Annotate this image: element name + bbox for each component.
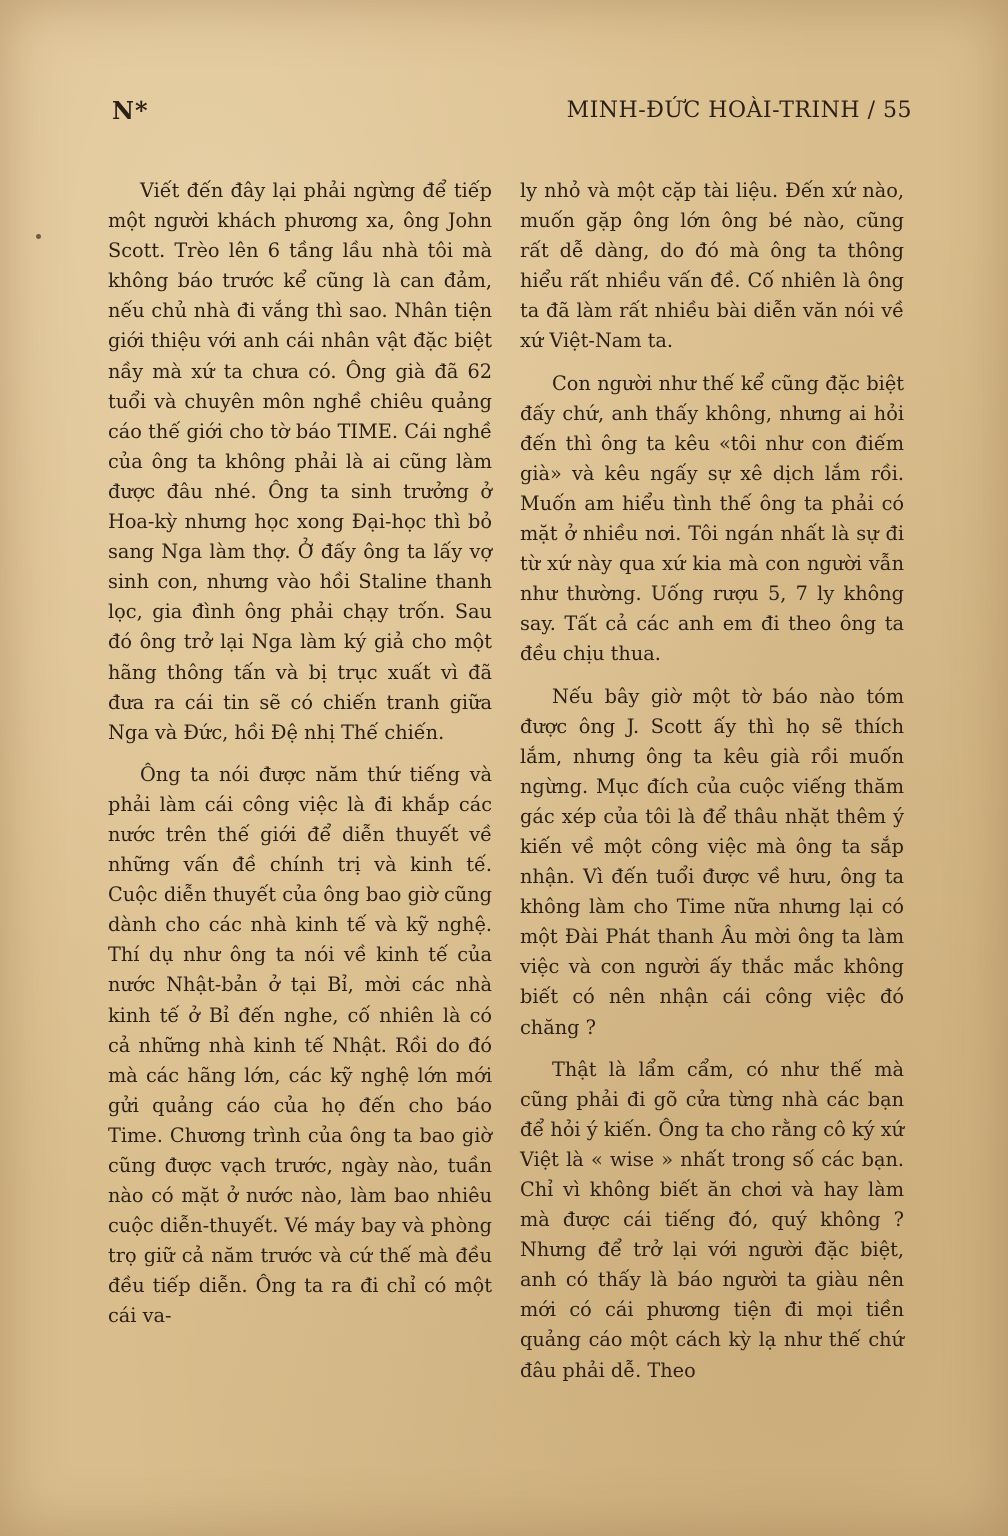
paragraph-continued: ly nhỏ và một cặp tài liệu. Đến xứ nào, muốn gặp ông lớn ông bé nào, cũng rất dễ dàng, do đó mà ông ta thông hiểu rất nhiều vấn đề. Cố nhiên là ông ta đã làm rất nhiều bài diễn văn nói về xứ Việt-Nam ta. [520, 179, 904, 353]
left-column [108, 176, 492, 1332]
running-header: MINH-ĐỨC HOÀI-TRINH / 55 [566, 98, 912, 123]
paragraph: Nếu bây giờ một tờ báo nào tóm được ông J. Scott ấy thì họ sẽ thích lắm, nhưng ông ta kêu già rồi muốn ngừng. Mục đích của cuộc viếng thăm gác xép của tôi là để thâu nhặt thêm ý kiến về một công việc mà ông ta sắp nhận. Vì đến tuổi được về hưu, ông ta không làm cho Time nữa nhưng lại có một Đài Phát thanh Âu mời ông ta làm việc và con người ấy thắc mắc không biết có nên nhận cái công việc đó chăng ? [520, 684, 904, 1039]
paragraph: Thật là lẩm cẩm, có như thế mà cũng phải đi gõ cửa từng nhà các bạn để hỏi ý kiến. Ông ta cho rằng cô ký xứ Việt là « wise » nhất trong số các bạn. Chỉ vì không biết ăn chơi và hay làm mà được cái tiếng đó, quý không ? Nhưng để trở lại với người đặc biệt, anh có thấy là báo người ta giàu nên mới có cái phương tiện đi mọi tiền quảng cáo một cách kỳ lạ như thế chứ đâu phải dễ. Theo [520, 1057, 904, 1382]
paragraph: Viết đến đây lại phải ngừng để tiếp một người khách phương xa, ông John Scott. Trèo lên 6 tầng lầu nhà tôi mà không báo trước kể cũng là can đảm, nếu chủ nhà đi vắng thì sao. Nhân tiện giới thiệu với anh cái nhân vật đặc biệt nầy mà xứ ta chưa có. Ông già đã 62 tuổi và chuyên môn nghề chiêu quảng cáo thế giới cho tờ báo TIME. Cái nghề của ông ta không phải là ai cũng làm được đâu nhé. Ông ta sinh trưởng ở Hoa-kỳ nhưng học xong Đại-học thì bỏ sang Nga làm thợ. Ở đấy ông ta lấy vợ sinh con, nhưng vào hồi Staline thanh lọc, gia đình ông phải chạy trốn. Sau đó ông trở lại Nga làm ký giả cho một hãng thông tấn và bị trục xuất vì đã đưa ra cái tin sẽ có chiến tranh giữa Nga và Đức, hồi Đệ nhị Thế chiến. [108, 179, 492, 744]
paper-speck [36, 234, 41, 239]
right-column [520, 176, 904, 1386]
paragraph: Con người như thế kể cũng đặc biệt đấy chứ, anh thấy không, nhưng ai hỏi đến thì ông ta kêu «tôi như con điếm già» và kêu ngấy sự xê dịch lắm rồi. Muốn am hiểu tình thế ông ta phải có mặt ở nhiều nơi. Tôi ngán nhất là sự đi từ xứ này qua xứ kia mà con người vẫn như thường. Uống rượu 5, 7 ly không say. Tất cả các anh em đi theo ông ta đều chịu thua. [520, 371, 904, 666]
paragraph: Ông ta nói được năm thứ tiếng và phải làm cái công việc là đi khắp các nước trên thế giới để diễn thuyết về những vấn đề chính trị và kinh tế. Cuộc diễn thuyết của ông bao giờ cũng dành cho các nhà kinh tế và kỹ nghệ. Thí dụ như ông ta nói về kinh tế của nước Nhật-bản ở tại Bỉ, mời các nhà kinh tế ở Bỉ đến nghe, cố nhiên là có cả những nhà kinh tế Nhật. Rồi do đó mà các hãng lớn, các kỹ nghệ lớn mới gửi quảng cáo của họ đến cho báo Time. Chương trình của ông ta bao giờ cũng được vạch trước, ngày nào, tuần nào có mặt ở nước nào, làm bao nhiêu cuộc diễn-thuyết. Vé máy bay và phòng trọ giữ cả năm trước và cứ thế mà đều đều tiếp diễn. Ông ta ra đi chỉ có một cái va- [108, 762, 492, 1328]
signature-mark: N* [112, 96, 149, 125]
